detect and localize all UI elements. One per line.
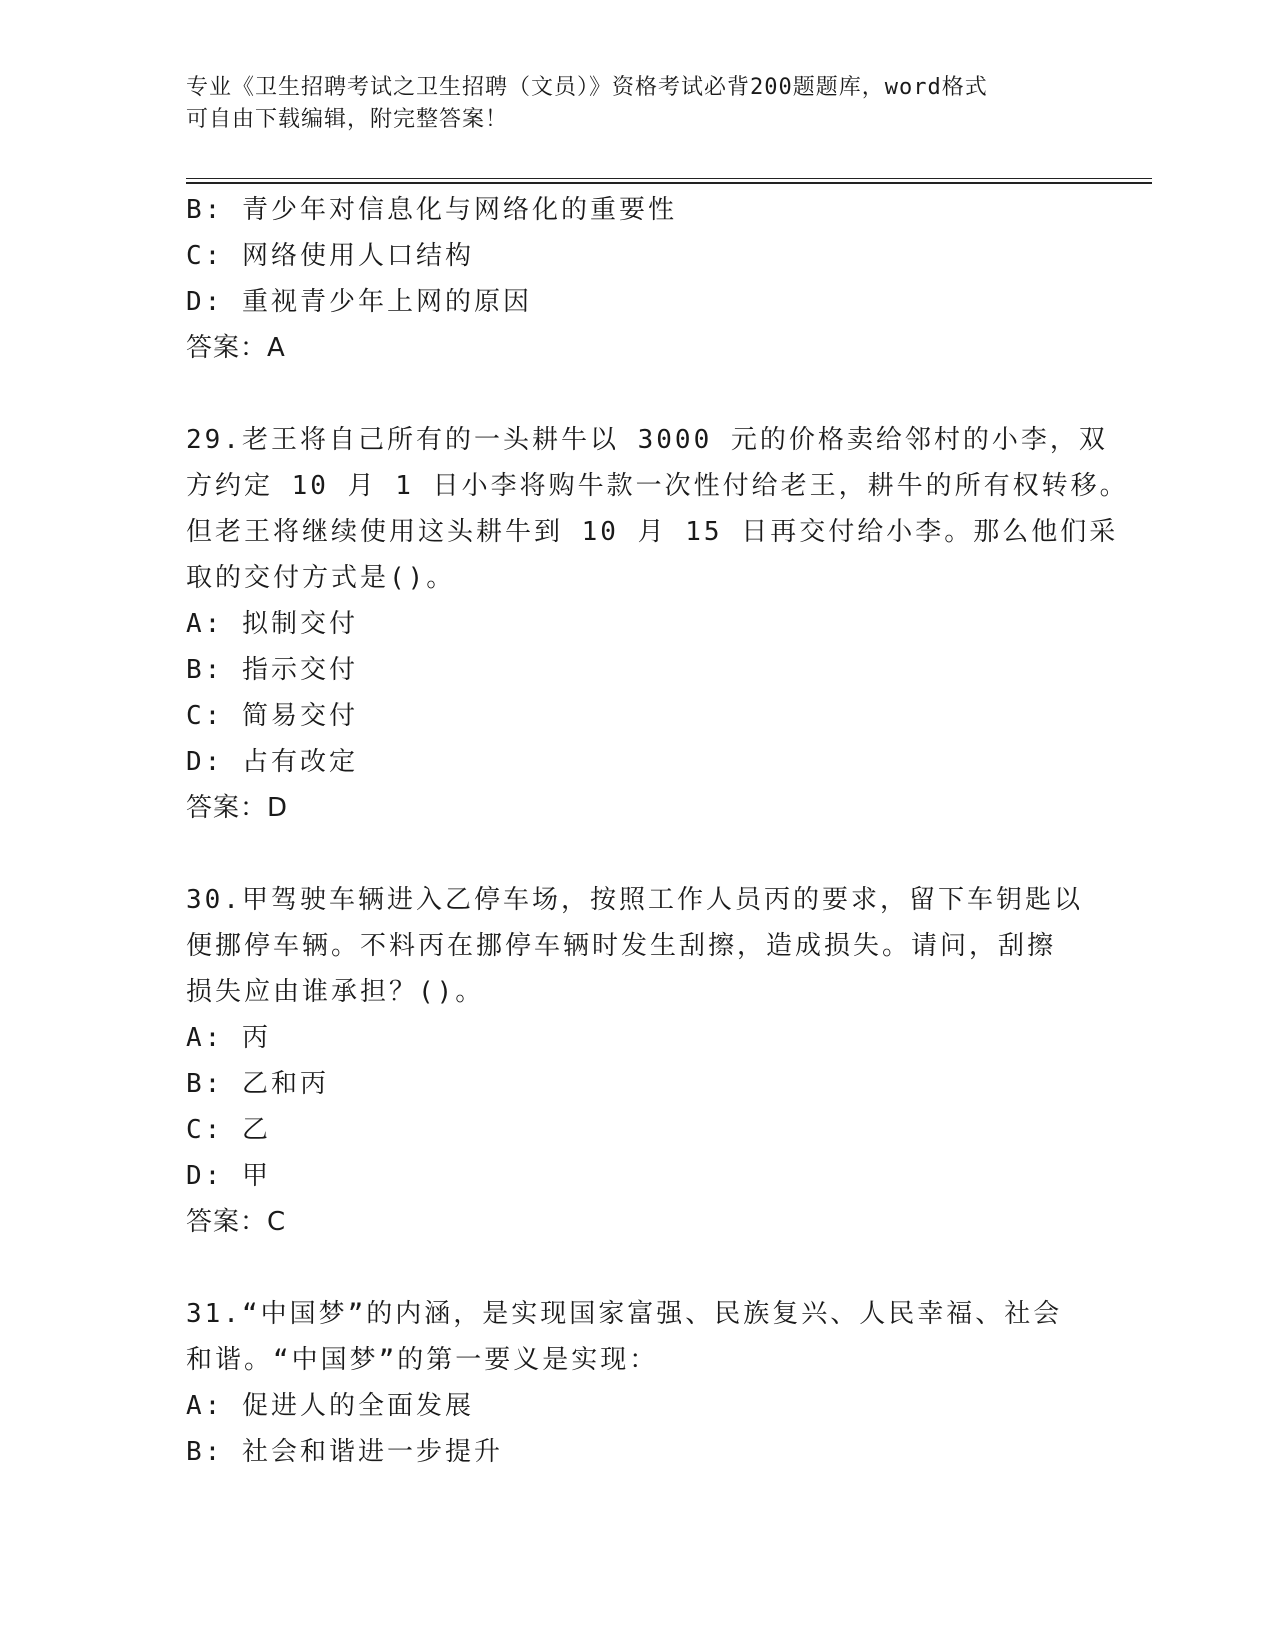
header-divider-thin [186,178,1152,179]
question-text-line: 29.老王将自己所有的一头耕牛以 3000 元的价格卖给邻村的小李，双 [186,425,1108,455]
option-b: B: 指示交付 [186,655,358,685]
question-30 [186,877,1086,1245]
option-d: D: 重视青少年上网的原因 [186,287,532,317]
option-c: C: 简易交付 [186,701,358,731]
option-c: C: 乙 [186,1115,271,1145]
option-a: A: 促进人的全面发展 [186,1391,474,1421]
question-spacer [186,371,1086,417]
question-text-line: 方约定 10 月 1 日小李将购牛款一次性付给老王，耕牛的所有权转移。 [186,471,1129,501]
option-b: B: 社会和谐进一步提升 [186,1437,503,1467]
document-header [186,72,1066,136]
question-text-line: 和谐。“中国梦”的第一要义是实现： [186,1345,659,1375]
answer-line: 答案：D [186,793,289,823]
answer-line: 答案：C [186,1207,287,1237]
option-b: B: 青少年对信息化与网络化的重要性 [186,195,677,225]
option-c: C: 网络使用人口结构 [186,241,474,271]
option-a: A: 拟制交付 [186,609,358,639]
question-31 [186,1291,1086,1475]
question-text-line: 取的交付方式是()。 [186,563,456,593]
question-spacer [186,831,1086,877]
option-b: B: 乙和丙 [186,1069,329,1099]
header-line-1: 专业《卫生招聘考试之卫生招聘（文员）》资格考试必背200题题库，word格式 [186,75,988,100]
option-a: A: 丙 [186,1023,271,1053]
option-d: D: 占有改定 [186,747,358,777]
question-text-line: 30.甲驾驶车辆进入乙停车场，按照工作人员丙的要求，留下车钥匙以 [186,885,1083,915]
question-29 [186,417,1129,831]
option-d: D: 甲 [186,1161,271,1191]
question-text-line: 便挪停车辆。不料丙在挪停车辆时发生刮擦，造成损失。请问，刮擦 [186,931,1057,961]
answer-line: 答案：A [186,333,286,363]
question-list [186,187,1129,1475]
question-text-line: 损失应由谁承担？()。 [186,977,485,1007]
header-line-2: 可自由下载编辑，附完整答案！ [186,107,509,132]
header-divider-thick [186,182,1152,184]
question-text-line: 但老王将继续使用这头耕牛到 10 月 15 日再交付给小李。那么他们采 [186,517,1119,547]
question-28 [186,187,1086,371]
question-text-line: 31.“中国梦”的内涵，是实现国家富强、民族复兴、人民幸福、社会 [186,1299,1063,1329]
question-spacer [186,1245,1086,1291]
